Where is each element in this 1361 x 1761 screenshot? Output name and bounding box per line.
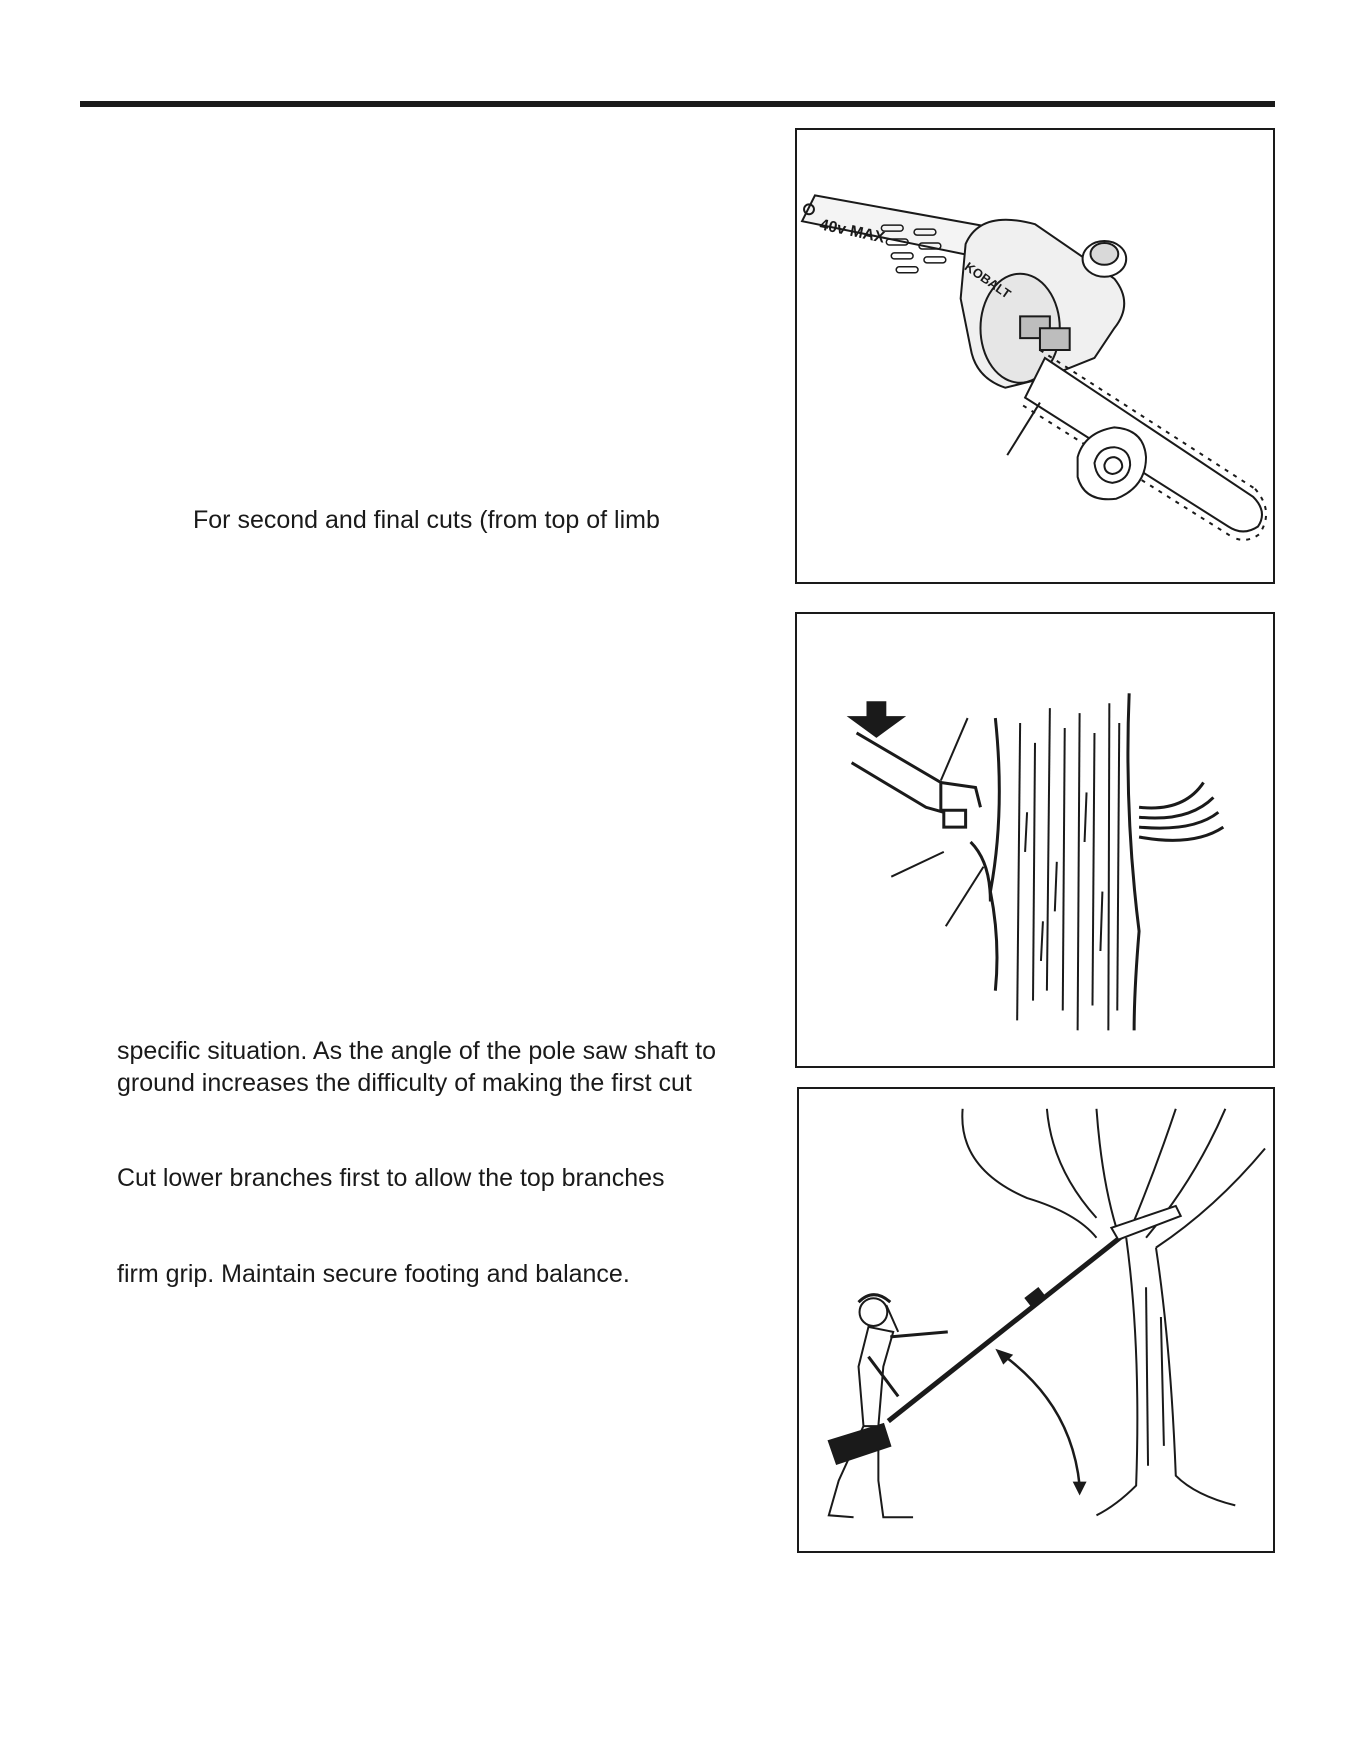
limb-cut-illustration (797, 614, 1273, 1066)
brand-label: KOBALT (961, 258, 1014, 302)
down-arrow-icon (847, 701, 906, 738)
figure-limb-cuts (795, 612, 1275, 1068)
operator-illustration (799, 1089, 1273, 1551)
instruction-line-difficulty: ground increases the difficulty of making the first cut (117, 1069, 692, 1097)
saw-head-illustration (797, 130, 1273, 582)
header-rule (80, 101, 1275, 107)
instruction-line-grip: firm grip. Maintain secure footing and balance. (117, 1260, 630, 1288)
voltage-label: 40v MAX (818, 216, 887, 247)
arc-arrow-end-icon (1073, 1482, 1087, 1496)
instruction-line-angle: specific situation. As the angle of the pole saw shaft to (117, 1037, 716, 1065)
figure-operator (797, 1087, 1275, 1553)
instruction-line-lower-branches: Cut lower branches first to allow the top branches (117, 1164, 665, 1192)
figure-saw-head (795, 128, 1275, 584)
instruction-line-second-cut: For second and final cuts (from top of limb (193, 506, 660, 534)
